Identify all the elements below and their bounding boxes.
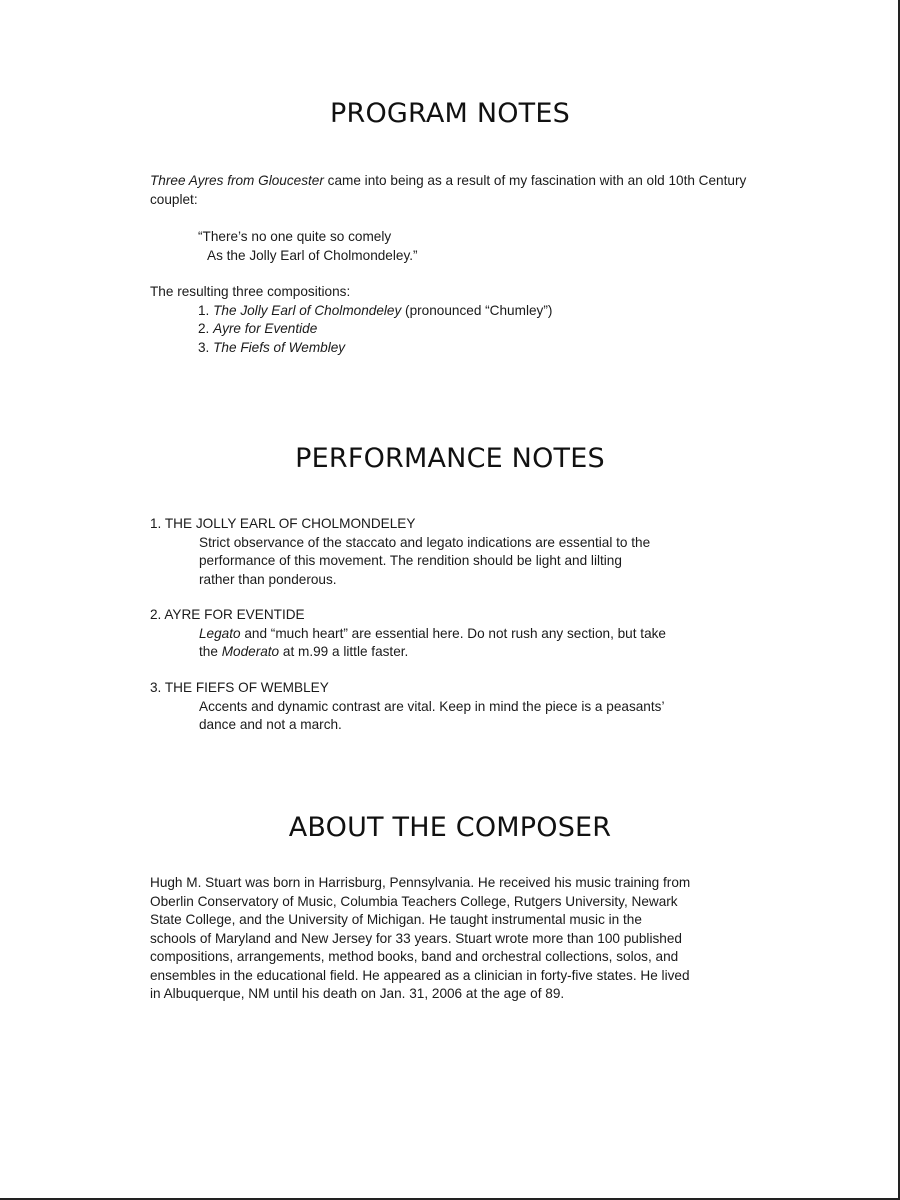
performance-item-title: 1. THE JOLLY EARL OF CHOLMONDELEY bbox=[150, 516, 416, 531]
bio-line: Oberlin Conservatory of Music, Columbia Teachers College, Rutgers University, Newark bbox=[150, 893, 678, 909]
quote-line-1: “There’s no one quite so comely bbox=[198, 229, 392, 244]
program-notes-heading: PROGRAM NOTES bbox=[330, 98, 570, 129]
compositions-list bbox=[150, 283, 750, 357]
compositions-intro: The resulting three compositions: bbox=[150, 284, 351, 299]
intro-line-1 bbox=[150, 172, 755, 209]
couplet-quote bbox=[198, 228, 598, 265]
quote-line-2: As the Jolly Earl of Cholmondeley.” bbox=[207, 247, 418, 263]
bio-line: in Albuquerque, NM until his death on Jan. 31, 2006 at the age of 89. bbox=[150, 986, 565, 1001]
performance-item-line: rather than ponderous. bbox=[199, 571, 337, 587]
intro-text: came into being as a result of my fascination with an old 10th Century couplet: bbox=[150, 173, 747, 207]
composition-item: 1. The Jolly Earl of Cholmondeley (pronounced “Chumley”) bbox=[198, 302, 553, 318]
bio-line: compositions, arrangements, method books, band and orchestral collections, solos, and bbox=[150, 949, 679, 964]
program-notes-intro bbox=[150, 172, 755, 209]
performance-item-line: Strict observance of the staccato and legato indications are essential to the bbox=[199, 534, 651, 550]
performance-item-line: performance of this movement. The rendition should be light and lilting bbox=[199, 553, 622, 568]
bio-line: schools of Maryland and New Jersey for 33 years. Stuart wrote more than 100 published bbox=[150, 930, 682, 946]
work-title: Three Ayres from Gloucester bbox=[150, 173, 324, 188]
performance-item-line: Accents and dynamic contrast are vital. Keep in mind the piece is a peasants’ bbox=[199, 698, 665, 714]
composition-item: 2. Ayre for Eventide bbox=[198, 321, 318, 336]
performance-item-title: 2. AYRE FOR EVENTIDE bbox=[150, 607, 305, 622]
bio-line: State College, and the University of Michigan. He taught instrumental music in the bbox=[150, 912, 642, 927]
bio-line: Hugh M. Stuart was born in Harrisburg, Pennsylvania. He received his music training from bbox=[150, 875, 691, 890]
composer-biography bbox=[150, 874, 752, 1004]
performance-item-line: Legato and “much heart” are essential here. Do not rush any section, but take bbox=[199, 625, 666, 641]
about-composer-heading: ABOUT THE COMPOSER bbox=[288, 812, 612, 843]
performance-notes-heading: PERFORMANCE NOTES bbox=[295, 443, 605, 474]
performance-item-line: dance and not a march. bbox=[199, 717, 342, 732]
performance-item bbox=[150, 515, 760, 589]
bio-line: ensembles in the educational field. He appeared as a clinician in forty-five states. He lived bbox=[150, 967, 690, 983]
performance-item bbox=[150, 679, 760, 735]
performance-item bbox=[150, 606, 760, 662]
composition-item: 3. The Fiefs of Wembley bbox=[198, 339, 346, 355]
performance-item-title: 3. THE FIEFS OF WEMBLEY bbox=[150, 680, 329, 695]
performance-item-line: the Moderato at m.99 a little faster. bbox=[199, 644, 409, 659]
